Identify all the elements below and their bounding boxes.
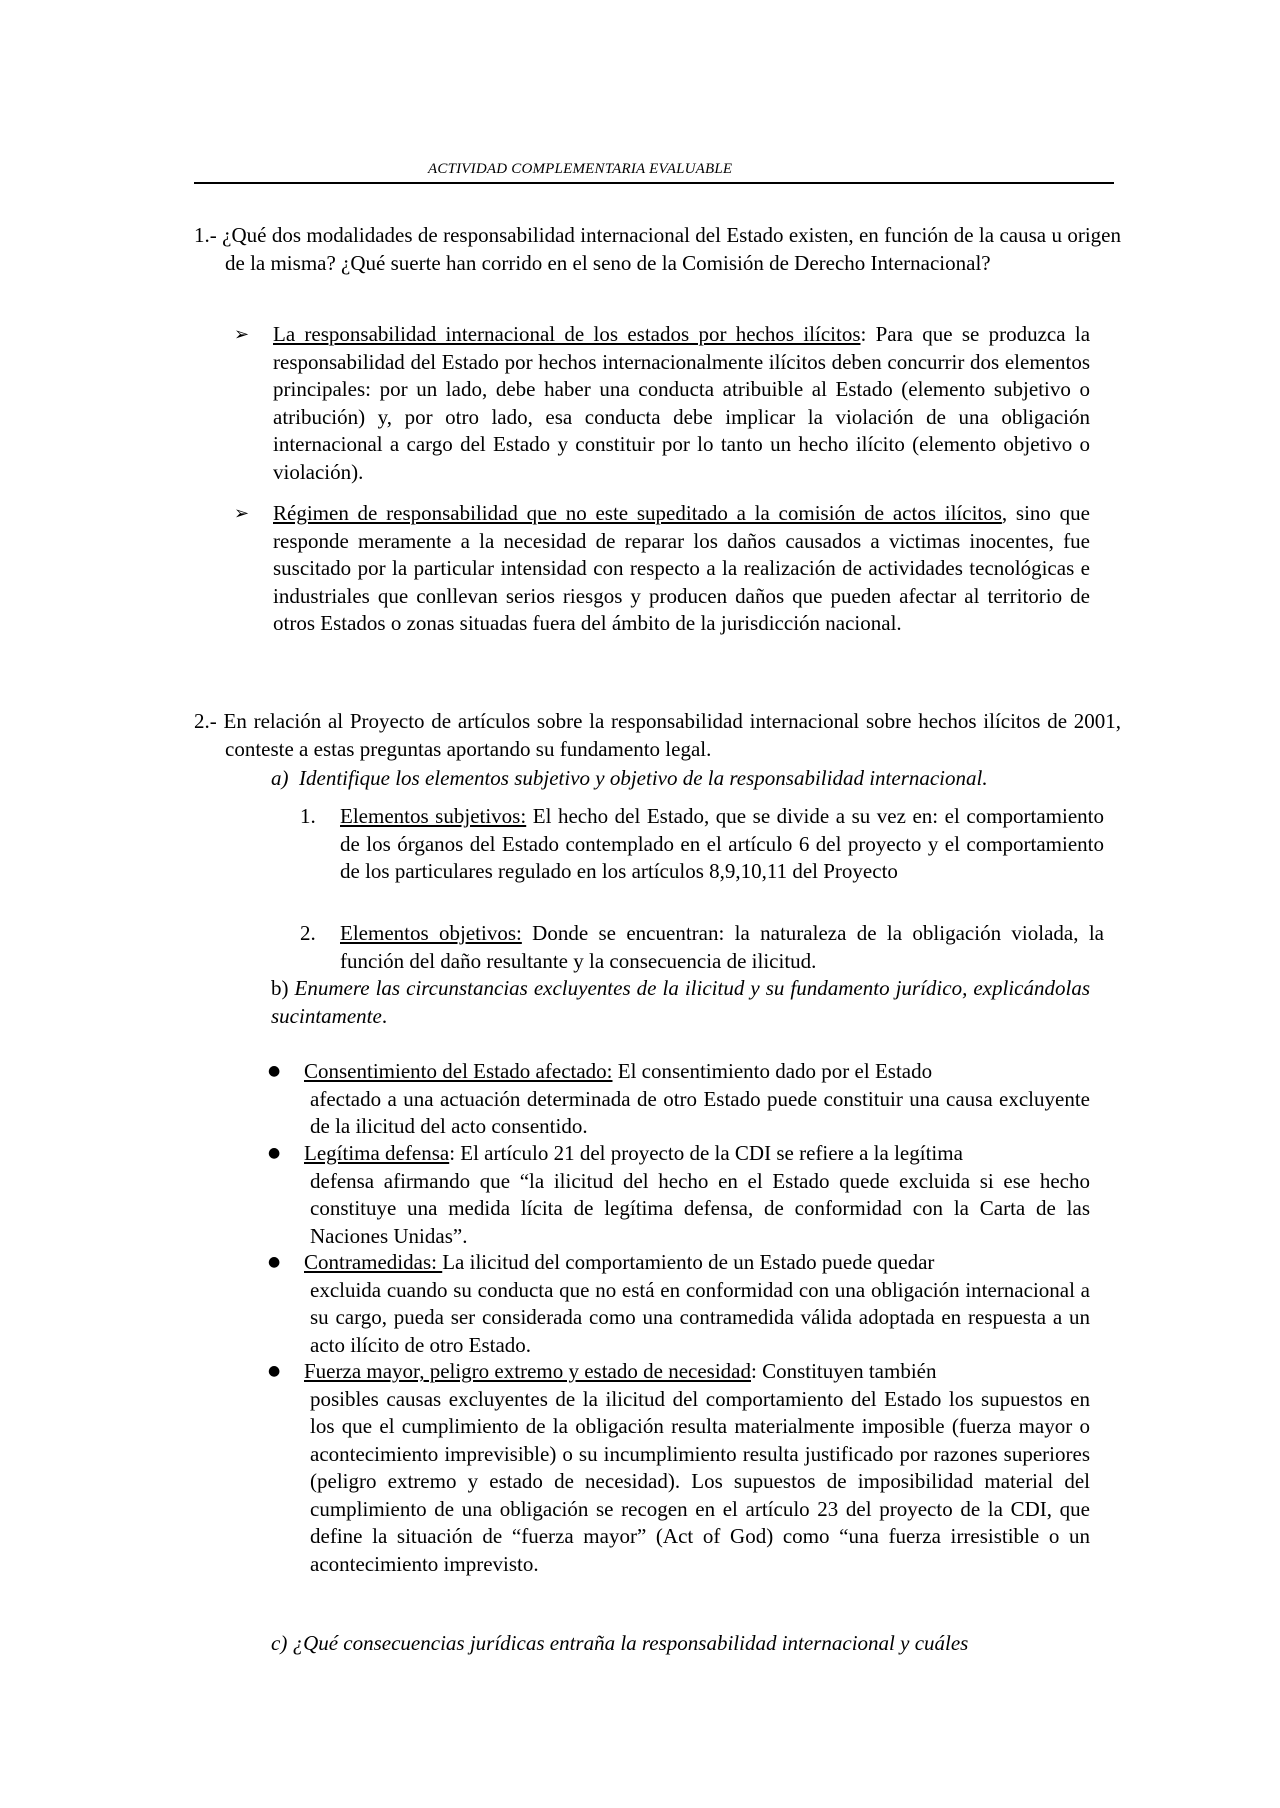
q2b-item-2-title: Legítima defensa xyxy=(304,1141,450,1165)
question-1-text: ¿Qué dos modalidades de responsabilidad internacional del Estado existen, en función de la causa u origen de la misma? ¿Qué suerte han corrido en el seno de la Comisión de Derecho Internacional? xyxy=(222,223,1121,275)
q2b-item-3 xyxy=(268,1249,1090,1359)
header-divider xyxy=(194,182,1114,184)
q2a-item-1-text: El hecho del Estado, que se divide a su vez en: el comportamiento de los órganos del Estado contemplado en el artículo 6 del proyecto y el comportamiento de los particulares regulado en los artículos 8,9,10,11 del Proyecto xyxy=(340,804,1104,883)
q2b-item-1-rest: afectado a una actuación determinada de otro Estado puede constituir una causa excluyente de la ilicitud del acto consentido. xyxy=(310,1086,1090,1138)
bullet-icon: ● xyxy=(268,1363,281,1379)
q1-item-2-title: Régimen de responsabilidad que no este supeditado a la comisión de actos ilícitos xyxy=(273,501,1002,525)
arrow-bullet-icon: ➢ xyxy=(234,503,250,524)
q2b-item-1-first: El consentimiento dado por el Estado xyxy=(612,1059,933,1083)
q2a-item-1-title: Elementos subjetivos: xyxy=(340,804,527,828)
question-2 xyxy=(194,708,1121,763)
q2a-item-2-number: 2. xyxy=(300,921,316,945)
q2b-heading xyxy=(271,975,1090,1030)
q2a-item-1 xyxy=(300,803,1104,886)
q2b-end: . xyxy=(381,1003,388,1028)
q2b-item-2-rest: defensa afirmando que “la ilicitud del hecho en el Estado quede excluida si ese hecho constituye una medida lícita de legítima defensa, de conformidad con la Carta de las Naciones Unidas”. xyxy=(310,1168,1090,1248)
q2a-heading xyxy=(271,765,1090,793)
q1-item-2 xyxy=(234,500,1090,638)
q1-item-1-title: La responsabilidad internacional de los estados por hechos ilícitos xyxy=(273,322,861,346)
question-2-text: En relación al Proyecto de artículos sobre la responsabilidad internacional sobre hechos ilícitos de 2001, conteste a estas preguntas aportando su fundamento legal. xyxy=(223,709,1122,761)
q2b-item-1-title: Consentimiento del Estado afectado: xyxy=(304,1059,613,1083)
question-1 xyxy=(194,222,1121,277)
q2b-item-2 xyxy=(268,1140,1090,1250)
q2c-heading: c) ¿Qué consecuencias jurídicas entraña la responsabilidad internacional y cuáles xyxy=(271,1631,969,1655)
q2b-item-4-rest: posibles causas excluyentes de la ilicitud del comportamiento del Estado los supuestos en los que el cumplimiento de la obligación resulta materialmente imposible (fuerza mayor o acontecimiento imprevisible) o su incumplimiento resulta justificado por razones superiores (peligro extremo y estado de necesidad). Los supuestos de imposibilidad material del cumplimiento de una obligación se recogen en el artículo 23 del proyecto de la CDI, que define la situación de “fuerza mayor” (Act of God) como “una fuerza irresistible o un acontecimiento imprevisto. xyxy=(310,1386,1090,1576)
q2b-item-4 xyxy=(268,1358,1090,1578)
bullet-icon: ● xyxy=(268,1145,281,1161)
q2b-item-3-rest: excluida cuando su conducta que no está en conformidad con una obligación internacional a su cargo, pueda ser considerada como una contramedida válida adoptada en respuesta a un acto ilícito de otro Estado. xyxy=(310,1277,1090,1357)
q2b-item-2-first: : El artículo 21 del proyecto de la CDI se refiere a la legítima xyxy=(449,1141,963,1165)
q2a-label: a) xyxy=(271,766,289,790)
q2b-label: b) xyxy=(271,976,289,1000)
q2b-text: Enumere las circunstancias excluyentes de la ilicitud y su fundamento jurídico, explicándolas sucintamente xyxy=(271,976,1091,1028)
q2b-item-1 xyxy=(268,1058,1090,1141)
q2a-item-1-number: 1. xyxy=(300,804,316,828)
q2b-item-3-first: La ilicitud del comportamiento de un Estado puede quedar xyxy=(442,1250,935,1274)
q2b-item-3-title: Contramedidas: xyxy=(304,1250,443,1274)
q2a-item-2 xyxy=(300,920,1104,975)
arrow-bullet-icon: ➢ xyxy=(234,324,250,345)
q2b-item-4-first: : Constituyen también xyxy=(751,1359,937,1383)
q1-item-2-text: , sino que responde meramente a la necesidad de reparar los daños causados a victimas inocentes, fue suscitado por la particular intensidad con respecto a la realización de actividades tecnológicas e industriales que conllevan serios riesgos y producen daños que pueden afectar al territorio de otros Estados o zonas situadas fuera del ámbito de la jurisdicción nacional. xyxy=(273,501,1090,635)
q2b-item-4-title: Fuerza mayor, peligro extremo y estado de necesidad xyxy=(304,1359,751,1383)
q1-item-1 xyxy=(234,321,1090,486)
q2a-item-2-text: Donde se encuentran: la naturaleza de la obligación violada, la función del daño resultante y la consecuencia de ilicitud. xyxy=(340,921,1104,973)
q2a-text: Identifique los elementos subjetivo y objetivo de la responsabilidad internacional. xyxy=(299,766,988,790)
question-2-number: 2.- xyxy=(194,709,217,733)
bullet-icon: ● xyxy=(268,1254,281,1270)
q2a-item-2-title: Elementos objetivos: xyxy=(340,921,522,945)
header-title: ACTIVIDAD COMPLEMENTARIA EVALUABLE xyxy=(428,161,733,177)
bullet-icon: ● xyxy=(268,1063,281,1079)
question-1-number: 1.- xyxy=(194,223,217,247)
q1-item-1-text: : Para que se produzca la responsabilidad del Estado por hechos internacionalmente ilícitos deben concurrir dos elementos principales: por un lado, debe haber una conducta atribuible al Estado (elemento subjetivo o atribución) y, por otro lado, esa conducta debe implicar la violación de una obligación internacional a cargo del Estado y constituir por lo tanto un hecho ilícito (elemento objetivo o violación). xyxy=(273,322,1091,484)
